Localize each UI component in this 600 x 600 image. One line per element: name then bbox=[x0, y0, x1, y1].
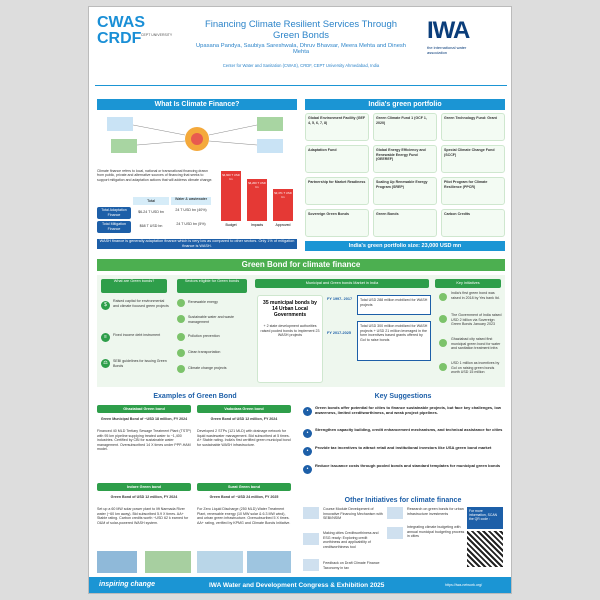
money-icon: $ bbox=[101, 301, 110, 310]
example-text: For Zero Liquid Discharge (250 MLD) Water Treatment Plant, renewable energy (10 MW solar & 6.3 MW wind), and urban green infrastructure. Oversubscribed 5 X times. AA+ rating, verified by KPMG and Climate Bonds Initiative. bbox=[197, 507, 291, 525]
footer-left: inspiring change bbox=[99, 581, 156, 588]
other-item: Course Module Development of Innovative Financing Mechanism with SEBI/NSIM bbox=[323, 507, 383, 521]
logo-cwas-text: CWAS bbox=[97, 14, 145, 31]
qr-code[interactable] bbox=[467, 531, 503, 567]
init-title: Key initiatives bbox=[435, 279, 501, 288]
example-text: Developed 2 STPs (121 MLD) with drainage network for liquid wastewater management. Bid subscribed at 5 times. A+ Stable rating. India's first certified green municipal bond for sustainable WASH infrastructure. bbox=[197, 429, 291, 447]
gb-panel bbox=[97, 275, 505, 387]
india-item: Green Technology Fund: Grant bbox=[441, 113, 505, 141]
bar-impacts-value: $4,200 T USD bn bbox=[248, 181, 266, 189]
leaf-icon: • bbox=[303, 407, 312, 416]
bar-approved-value: $3,471 T USD bn bbox=[274, 191, 292, 199]
row-adaptation-label: Total Adaptation Finance bbox=[97, 207, 131, 219]
climate-diagram bbox=[97, 113, 297, 167]
india-item: Partnership for Market Readiness bbox=[305, 177, 369, 205]
row-mitigation-label: Total Mitigation Finance bbox=[97, 221, 131, 233]
factory-icon bbox=[177, 333, 185, 341]
example-sub: Green Bond of USD 12 million, FY 2024 bbox=[210, 417, 278, 421]
other-item: Integrating climate budgeting with annual municipal budgeting process in cities bbox=[407, 525, 465, 539]
market-big: 35 municipal bonds by 14 Urban Local Governments bbox=[263, 300, 317, 318]
scale-icon: ⚖ bbox=[101, 359, 110, 368]
suggestions-heading: Key Suggestions bbox=[374, 393, 432, 400]
solar-icon bbox=[177, 299, 185, 307]
what-item: Fixed income debt instrument bbox=[113, 333, 161, 337]
sector-item: Sustainable water and waste management bbox=[188, 315, 234, 324]
india-item: Adaptation Fund bbox=[305, 145, 369, 173]
row-adaptation-ww: 24 T USD bn (40%) bbox=[175, 208, 207, 212]
iwa-tagline: the international water association bbox=[427, 45, 467, 55]
example-sub: Green Bond of USD 12 million, FY 2024 bbox=[110, 495, 178, 499]
row-mitigation-total: $68 T USD bn bbox=[139, 224, 163, 228]
other-heading: Other Initiatives for climate finance bbox=[344, 497, 462, 504]
other-item: Feedback on Draft Climate Finance Taxonomy in tax bbox=[323, 561, 380, 570]
bar-approved-label: Approved bbox=[275, 223, 291, 227]
fy2-label: FY 2017-2025 bbox=[327, 331, 351, 335]
photo-stp bbox=[197, 551, 243, 573]
market-title: Municipal and Green bonds Market in India bbox=[255, 279, 429, 288]
coin-icon bbox=[439, 363, 447, 371]
affiliation: Center for Water and Sanitation (CWAS), CRDF, CEPT University Ahmedabad, India bbox=[222, 63, 380, 68]
market-card bbox=[257, 295, 323, 383]
water-icon bbox=[177, 315, 185, 323]
init-item: The Government of India raised USD 2 billion via Sovereign Green Bonds January 2023 bbox=[451, 313, 502, 327]
example-city: Indore Green bond bbox=[97, 483, 191, 491]
header-divider bbox=[95, 85, 507, 86]
init-item: Ghaziabad city raised first municipal green bond for water and sanitation treatment infra bbox=[451, 337, 501, 351]
climate-note: WASH finance is generally adaptation finance which is very low as compared to other sectors. Only 1% of mitigation finance is WASH. bbox=[97, 239, 297, 249]
table-head-ww: Water & wastewater bbox=[171, 197, 211, 205]
sectors-title: Sectors eligible for Green bonds bbox=[177, 279, 247, 293]
poster bbox=[88, 6, 512, 594]
example-text: Financed 40 MLD Tertiary Sewage Treatment Plant (TSTP) with 95 km pipeline supplying treated water to ~1,400 industries. Certified by CBI for sustainable water management. Oversubscribed 14 X times under PPP-HAM model. bbox=[97, 429, 192, 452]
example-city: Vadodara Green bond bbox=[197, 405, 291, 413]
climate-heading: What Is Climate Finance? bbox=[97, 99, 297, 110]
bus-icon bbox=[177, 349, 185, 357]
iwa-mark: IWA bbox=[427, 17, 470, 44]
india-item: Sovereign Green Bonds bbox=[305, 209, 369, 237]
budget-thumb bbox=[387, 527, 403, 539]
climate-bar-chart bbox=[217, 169, 297, 233]
footer-center: IWA Water and Development Congress & Exhibition 2025 bbox=[209, 582, 385, 589]
photo-plant bbox=[97, 551, 137, 573]
example-sub: Green Municipal Bond of ~USD 18 million, FY 2024 bbox=[100, 417, 188, 421]
government-icon bbox=[439, 315, 447, 323]
people-icon: • bbox=[303, 429, 312, 438]
suggestion-item: Provide tax incentives to attract retail and institutional investors like USA green bond market bbox=[315, 445, 492, 450]
india-item: Scaling Up Renewable Energy Program (SREP) bbox=[373, 177, 437, 205]
init-item: India's first green bond was raised in 2018 by Yes bank ltd. bbox=[451, 291, 500, 300]
bar-budget-value: $4,600 T USD bn bbox=[222, 173, 240, 181]
suggestion-item: Green bonds offer potential for cities to finance sustainable projects, but face key challenges, low awareness, limited creditworthiness, and weak project pipelines. bbox=[315, 405, 502, 415]
examples-panel bbox=[97, 405, 293, 575]
document-icon: ≡ bbox=[101, 333, 110, 342]
photo-zld bbox=[247, 551, 291, 573]
poster-header bbox=[89, 7, 512, 89]
fy1-card: Total USD 288 million mobilized for WASH projects bbox=[357, 295, 431, 315]
what-item: Raised capital for environmental and climate focused green projects bbox=[113, 299, 169, 308]
footer-right[interactable]: https://iwa-network.org/ bbox=[445, 583, 483, 587]
research-thumb bbox=[387, 507, 403, 519]
sector-item: Renewable energy bbox=[188, 300, 218, 304]
globe-icon bbox=[177, 365, 185, 373]
example-sub: Green Bond of ~USD 24 million, FY 2025 bbox=[209, 495, 279, 499]
sector-item: Clean transportation bbox=[188, 350, 221, 354]
suggestion-item: Strengthen capacity building, credit enhancement mechanisms, and technical assistance for cities bbox=[315, 427, 503, 432]
what-title: What are Green bonds? bbox=[101, 279, 167, 293]
what-item: SEBI guidelines for issuing Green Bonds bbox=[113, 359, 167, 368]
bar-impacts-label: Impacts bbox=[250, 223, 264, 227]
other-item: Making cities Creditworthiness and ESG ready: Exploring credit worthiness and applicability of creditworthiness tool bbox=[323, 531, 379, 549]
cwas-logo bbox=[97, 15, 145, 47]
india-footer: India's green portfolio size: 23,000 USD mn bbox=[305, 241, 505, 251]
sector-item: Climate change projects bbox=[188, 366, 227, 370]
logo-tag: CEPT UNIVERSITY bbox=[141, 33, 173, 37]
course-thumb bbox=[303, 507, 319, 519]
fy1-label: FY 1997- 2017 bbox=[327, 297, 353, 301]
footer bbox=[89, 577, 512, 594]
india-item: Green Bonds bbox=[373, 209, 437, 237]
india-grid bbox=[305, 113, 505, 239]
row-mitigation-ww: 24 T USD bn (5%) bbox=[176, 222, 206, 226]
india-item: Special Climate Change Fund (SCCF) bbox=[441, 145, 505, 173]
india-item: Green Climate Fund 1 (GCF 1, 2020) bbox=[373, 113, 437, 141]
taxonomy-thumb bbox=[303, 559, 319, 571]
poster-title: Financing Climate Resilient Services Through Green Bonds bbox=[204, 19, 398, 41]
climate-desc: Climate finance refers to local, national or transnational financing drawn from public, private and alternative sources of financing that seeks to support mitigation and adaptation actions that will address climate change. bbox=[97, 169, 213, 182]
india-heading: India's green portfolio bbox=[305, 99, 505, 110]
market-sub: + 2 state development authorities raised pooled bonds to implement 23 WASH projects bbox=[260, 324, 320, 338]
suggestions-panel bbox=[303, 405, 503, 485]
row-adaptation-total: $6-24 T USD bn bbox=[138, 210, 164, 214]
check-icon bbox=[439, 339, 447, 347]
flag-icon bbox=[439, 293, 447, 301]
fy2-card: Total USD 300 million mobilized for WASH projects + USD 21 million leveraged in the form incentives based grants offered by GoI to raise bonds bbox=[357, 321, 431, 361]
logo-crdf-text: CRDF bbox=[97, 30, 142, 47]
sector-item: Pollution prevention bbox=[188, 334, 220, 338]
other-panel bbox=[303, 507, 503, 575]
qr-text: For more information, SCAN the QR code : bbox=[467, 507, 503, 529]
india-item: Carbon Credits bbox=[441, 209, 505, 237]
example-city: Ghaziabad Green bond bbox=[97, 405, 191, 413]
examples-heading: Examples of Green Bond bbox=[153, 393, 237, 400]
other-item: Research on green bonds for urban infrastructure investments bbox=[407, 507, 464, 516]
example-city: Surat Green bond bbox=[197, 483, 291, 491]
credit-thumb bbox=[303, 533, 319, 545]
authors: Upasana Pandya, Saubiya Sareshwala, Dhruv Bhavsar, Meera Mehta and Dinesh Mehta bbox=[195, 43, 407, 55]
tax-icon: • bbox=[303, 447, 312, 456]
climate-panel bbox=[97, 113, 297, 237]
suggestion-item: Reduce issuance costs through pooled bonds and standard templates for municipal green bonds bbox=[315, 463, 501, 468]
gb-heading: Green Bond for climate finance bbox=[97, 259, 505, 271]
iwa-logo bbox=[427, 19, 503, 59]
bar-budget-label: Budget bbox=[225, 223, 237, 227]
india-item: Pilot Program for Climate Resilience (PPCR) bbox=[441, 177, 505, 205]
init-item: USD 1 million as incentives by GoI on raising green bonds worth USD 15 million bbox=[451, 361, 500, 375]
india-item: Global Energy Efficiency and Renewable Energy Fund (GEEREF) bbox=[373, 145, 437, 173]
cost-icon: • bbox=[303, 465, 312, 474]
table-head-total: Total bbox=[133, 197, 169, 205]
india-item: Global Environment Facility (GEF 4, 5, 6, 7, 8) bbox=[305, 113, 369, 141]
example-text: Set up a 60 MW solar power plant to lift Narmada River water (~60 km away). Bid subscribed 5.9 X times. AA+ Stable rating. Carbon credits worth ~USD 62 k earned for O&M of solar-powered WASH system. bbox=[97, 507, 189, 525]
photo-solar bbox=[145, 551, 191, 573]
